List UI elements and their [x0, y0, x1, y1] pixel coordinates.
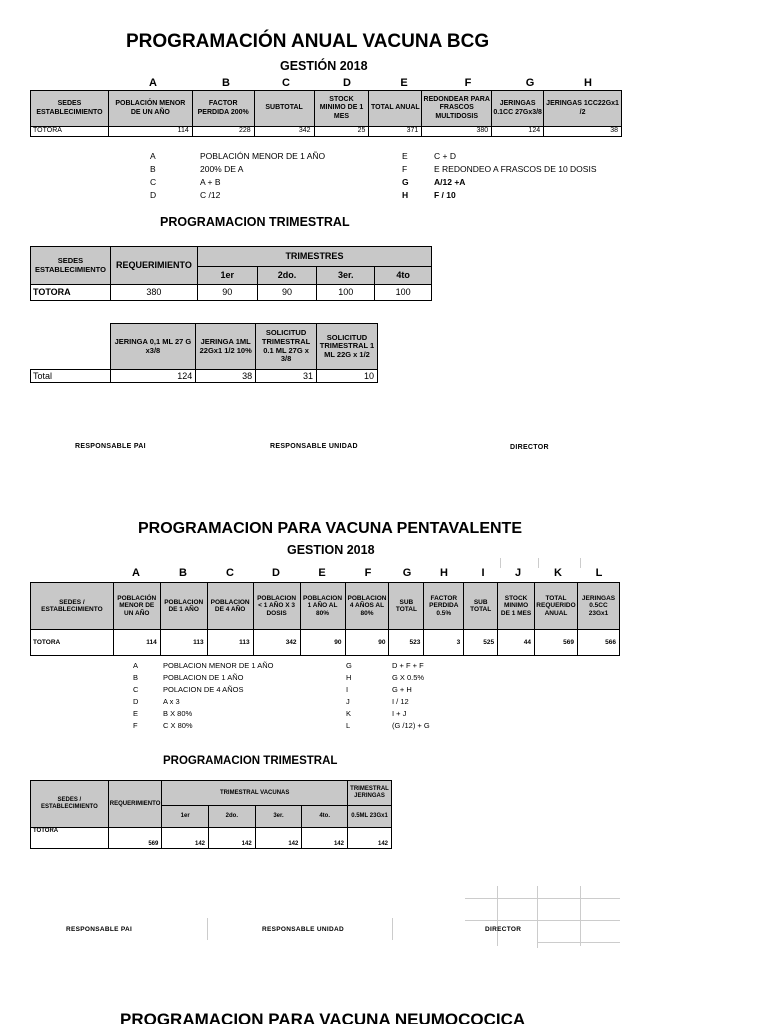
header-cell: 4to — [375, 267, 432, 285]
signature-director: DIRECTOR — [485, 926, 522, 933]
legend-value: F / 10 — [434, 190, 456, 200]
grid-line — [207, 918, 208, 940]
neumo-title: PROGRAMACION PARA VACUNA NEUMOCOCICA — [120, 1010, 526, 1024]
legend-key: G — [346, 661, 352, 670]
legend-key: H — [402, 190, 409, 200]
legend-value: C /12 — [200, 190, 221, 200]
header-cell: SEDES ESTABLECIMIENTO — [31, 91, 109, 127]
cell: 124 — [110, 370, 196, 383]
legend-key: B — [150, 164, 156, 174]
header-cell: POBLACION 4 AÑOS AL 80% — [345, 583, 389, 630]
cell: TOTORA — [31, 828, 109, 849]
legend-value: POBLACIÓN MENOR DE 1 AÑO — [200, 151, 326, 161]
header-cell: FACTOR PERDIDA 0.5% — [424, 583, 464, 630]
col-letter: G — [525, 77, 535, 89]
legend-item — [150, 189, 325, 202]
grid-line — [465, 898, 620, 899]
legend-value: A/12 +A — [434, 177, 466, 187]
cell: 566 — [577, 630, 619, 656]
legend-value: D + F + F — [392, 661, 424, 670]
table-row — [31, 127, 622, 137]
legend-value: E REDONDEO A FRASCOS DE 10 DOSIS — [434, 164, 597, 174]
legend-key: E — [133, 709, 139, 718]
bcg-title: PROGRAMACIÓN ANUAL VACUNA BCG — [126, 31, 490, 52]
header-cell: 4to. — [302, 806, 348, 828]
legend-item — [402, 150, 597, 163]
grid-line — [465, 920, 620, 921]
cell: 113 — [160, 630, 207, 656]
legend-value: POBLACION MENOR DE 1 AÑO — [163, 661, 274, 670]
table-row — [31, 630, 620, 656]
legend-item — [150, 163, 325, 176]
header-cell: POBLACIÓN MENOR DE UN AÑO — [108, 91, 192, 127]
legend-item — [402, 189, 597, 202]
legend-item — [133, 684, 273, 696]
cell: 31 — [256, 370, 317, 383]
header-cell: SEDES ESTABLECIMIENTO — [31, 247, 111, 285]
header-cell: POBLACIÓN MENOR DE UN AÑO — [113, 583, 160, 630]
cell: 25 — [314, 127, 369, 137]
penta-legend-right — [346, 660, 430, 732]
legend-item — [346, 672, 430, 684]
table-row — [31, 285, 432, 301]
header-cell: SUBTOTAL — [254, 91, 314, 127]
legend-value: A x 3 — [163, 697, 180, 706]
col-letter: B — [179, 567, 187, 579]
grid-line — [580, 886, 581, 946]
header-cell: REQUERIMIENTO — [108, 781, 162, 828]
legend-key: G — [402, 177, 409, 187]
legend-key: D — [150, 190, 157, 200]
header-cell: 3er. — [255, 806, 302, 828]
header-cell: POBLACION < 1 AÑO X 3 DOSIS — [253, 583, 300, 630]
legend-value: I / 12 — [392, 697, 409, 706]
legend-value: C X 80% — [163, 721, 193, 730]
header-cell: SOLICITUD TRIMESTRAL 0.1 ML 27G x 3/8 — [256, 324, 317, 370]
header-cell: JERINGAS 1CC22Gx1 /2 — [544, 91, 622, 127]
header-cell: 1er — [197, 267, 257, 285]
penta-legend-left — [133, 660, 273, 732]
penta-quarterly-title: PROGRAMACION TRIMESTRAL — [163, 755, 338, 767]
cell: 342 — [253, 630, 300, 656]
header-cell: REQUERIMIENTO — [110, 247, 197, 285]
col-letter: A — [132, 567, 140, 579]
legend-value: A + B — [200, 177, 221, 187]
cell: 228 — [192, 127, 254, 137]
header-cell: JERINGAS 0.1CC 27Gx3/8 — [492, 91, 544, 127]
legend-value: G X 0.5% — [392, 673, 425, 682]
bcg-quarterly-title: PROGRAMACION TRIMESTRAL — [160, 215, 350, 229]
header-cell: JERINGAS 0.5CC 23Gx1 — [577, 583, 619, 630]
header-cell: STOCK MINIMO DE 1 MES — [498, 583, 535, 630]
legend-key: K — [346, 709, 352, 718]
col-letter: I — [481, 567, 485, 579]
cell: 100 — [317, 285, 375, 301]
col-letter: H — [440, 567, 448, 579]
legend-key: C — [150, 177, 157, 187]
cell: 569 — [535, 630, 578, 656]
legend-item — [133, 708, 273, 720]
col-letter: F — [464, 77, 472, 89]
legend-item — [133, 660, 273, 672]
legend-key: J — [346, 697, 350, 706]
cell: TOTORA — [31, 285, 111, 301]
bcg-syringes-table — [30, 323, 378, 383]
legend-item — [133, 720, 273, 732]
grid-line — [580, 558, 581, 568]
legend-key: B — [133, 673, 139, 682]
cell: 90 — [300, 630, 345, 656]
penta-annual-table — [30, 582, 620, 656]
header-cell: POBLACION DE 4 AÑO — [207, 583, 253, 630]
legend-value: (G /12) + G — [392, 721, 430, 730]
legend-item — [133, 672, 273, 684]
header-cell: SUB TOTAL — [389, 583, 424, 630]
legend-key: I — [346, 685, 349, 694]
cell: 342 — [254, 127, 314, 137]
cell: 44 — [498, 630, 535, 656]
legend-key: A — [133, 661, 139, 670]
legend-value: POBLACION DE 1 AÑO — [163, 673, 244, 682]
header-cell: 3er. — [317, 267, 375, 285]
col-letter: D — [272, 567, 280, 579]
bcg-subtitle: GESTIÓN 2018 — [280, 59, 368, 73]
header-cell: STOCK MINIMO DE 1 MES — [314, 91, 369, 127]
legend-key: H — [346, 673, 352, 682]
grid-line — [497, 886, 498, 946]
penta-title: PROGRAMACION PARA VACUNA PENTAVALENTE — [138, 520, 522, 537]
signature-director: DIRECTOR — [510, 444, 549, 451]
header-cell: SUB TOTAL — [464, 583, 498, 630]
cell: 3 — [424, 630, 464, 656]
bcg-quarterly-table — [30, 246, 432, 301]
col-letter: C — [282, 77, 290, 89]
header-cell: POBLACION DE 1 AÑO — [160, 583, 207, 630]
signature-responsable-pai: RESPONSABLE PAI — [75, 443, 146, 450]
legend-key: D — [133, 697, 139, 706]
header-cell: 2do. — [257, 267, 317, 285]
cell: 100 — [375, 285, 432, 301]
signature-responsable-unidad: RESPONSABLE UNIDAD — [262, 926, 344, 933]
table-row — [31, 828, 392, 849]
col-letter: F — [364, 567, 372, 579]
signature-responsable-unidad: RESPONSABLE UNIDAD — [270, 443, 358, 450]
cell: TOTORA — [31, 630, 114, 656]
legend-item — [150, 150, 325, 163]
legend-key: F — [133, 721, 138, 730]
col-letter: J — [514, 567, 522, 579]
cell: 569 — [108, 828, 162, 849]
col-letter: C — [226, 567, 234, 579]
cell: 142 — [302, 828, 348, 849]
table-header-row — [31, 583, 620, 630]
col-letter: D — [343, 77, 351, 89]
header-cell: 2do. — [209, 806, 256, 828]
legend-value: G + H — [392, 685, 412, 694]
bcg-legend-left — [150, 150, 325, 202]
legend-item — [346, 684, 430, 696]
cell: 142 — [347, 828, 391, 849]
legend-value: 200% DE A — [200, 164, 244, 174]
legend-key: F — [402, 164, 408, 174]
cell: 90 — [345, 630, 389, 656]
legend-key: E — [402, 151, 408, 161]
legend-key: C — [133, 685, 139, 694]
cell: 380 — [110, 285, 197, 301]
table-header-row — [31, 91, 622, 127]
legend-item — [402, 163, 597, 176]
penta-subtitle: GESTION 2018 — [287, 543, 375, 557]
header-cell: TRIMESTRAL VACUNAS — [162, 781, 348, 806]
legend-value: C + D — [434, 151, 456, 161]
cell: 10 — [317, 370, 378, 383]
header-cell: SEDES / ESTABLECIMIENTO — [31, 781, 109, 828]
cell: 142 — [255, 828, 302, 849]
bcg-annual-table — [30, 90, 622, 137]
table-row — [31, 370, 378, 383]
col-letter: K — [554, 567, 562, 579]
header-cell: 1er — [162, 806, 209, 828]
header-cell: POBLACION 1 AÑO AL 80% — [300, 583, 345, 630]
legend-item — [346, 660, 430, 672]
cell: Total — [31, 370, 111, 383]
cell: 380 — [422, 127, 492, 137]
header-cell: REDONDEAR PARA FRASCOS MULTIDOSIS — [422, 91, 492, 127]
legend-item — [402, 176, 597, 189]
signature-responsable-pai: RESPONSABLE PAI — [66, 926, 133, 933]
legend-value: I + J — [392, 709, 407, 718]
cell: TOTORA — [31, 127, 109, 137]
cell: 38 — [544, 127, 622, 137]
grid-line — [538, 558, 539, 568]
header-cell: SEDES / ESTABLECIMIENTO — [31, 583, 114, 630]
grid-line — [537, 942, 620, 943]
legend-item — [150, 176, 325, 189]
header-cell: TRIMESTRAL JERINGAS — [347, 781, 391, 806]
cell: 113 — [207, 630, 253, 656]
grid-line — [500, 558, 501, 568]
legend-item — [133, 696, 273, 708]
cell: 114 — [113, 630, 160, 656]
legend-item — [346, 708, 430, 720]
legend-key: A — [150, 151, 156, 161]
header-cell: 0.5ML 23Gx1 — [347, 806, 391, 828]
col-letter: L — [595, 567, 603, 579]
cell: 90 — [197, 285, 257, 301]
col-letter: E — [318, 567, 326, 579]
legend-item — [346, 696, 430, 708]
col-letter: A — [149, 77, 157, 89]
legend-key: L — [346, 721, 351, 730]
header-cell: SOLICITUD TRIMESTRAL 1 ML 22G x 1/2 — [317, 324, 378, 370]
cell: 114 — [108, 127, 192, 137]
header-cell: JERINGA 0,1 ML 27 G x3/8 — [110, 324, 196, 370]
header-cell: JERINGA 1ML 22Gx1 1/2 10% — [196, 324, 256, 370]
cell: 525 — [464, 630, 498, 656]
cell: 90 — [257, 285, 317, 301]
legend-value: POLACION DE 4 AÑOS — [163, 685, 244, 694]
legend-item — [346, 720, 430, 732]
header-cell: TOTAL ANUAL — [369, 91, 422, 127]
header-cell: TRIMESTRES — [197, 247, 431, 267]
header-cell: TOTAL REQUERIDO ANUAL — [535, 583, 578, 630]
penta-quarterly-table — [30, 780, 392, 849]
col-letter: B — [222, 77, 230, 89]
col-letter: H — [584, 77, 592, 89]
cell: 124 — [492, 127, 544, 137]
bcg-legend-right — [402, 150, 597, 202]
cell: 523 — [389, 630, 424, 656]
header-cell: FACTOR PERDIDA 200% — [192, 91, 254, 127]
legend-value: B X 80% — [163, 709, 193, 718]
cell: 371 — [369, 127, 422, 137]
grid-line — [392, 918, 393, 940]
grid-line — [537, 886, 538, 948]
cell: 142 — [162, 828, 209, 849]
cell: 142 — [209, 828, 256, 849]
col-letter: G — [402, 567, 412, 579]
cell: 38 — [196, 370, 256, 383]
col-letter: E — [400, 77, 408, 89]
